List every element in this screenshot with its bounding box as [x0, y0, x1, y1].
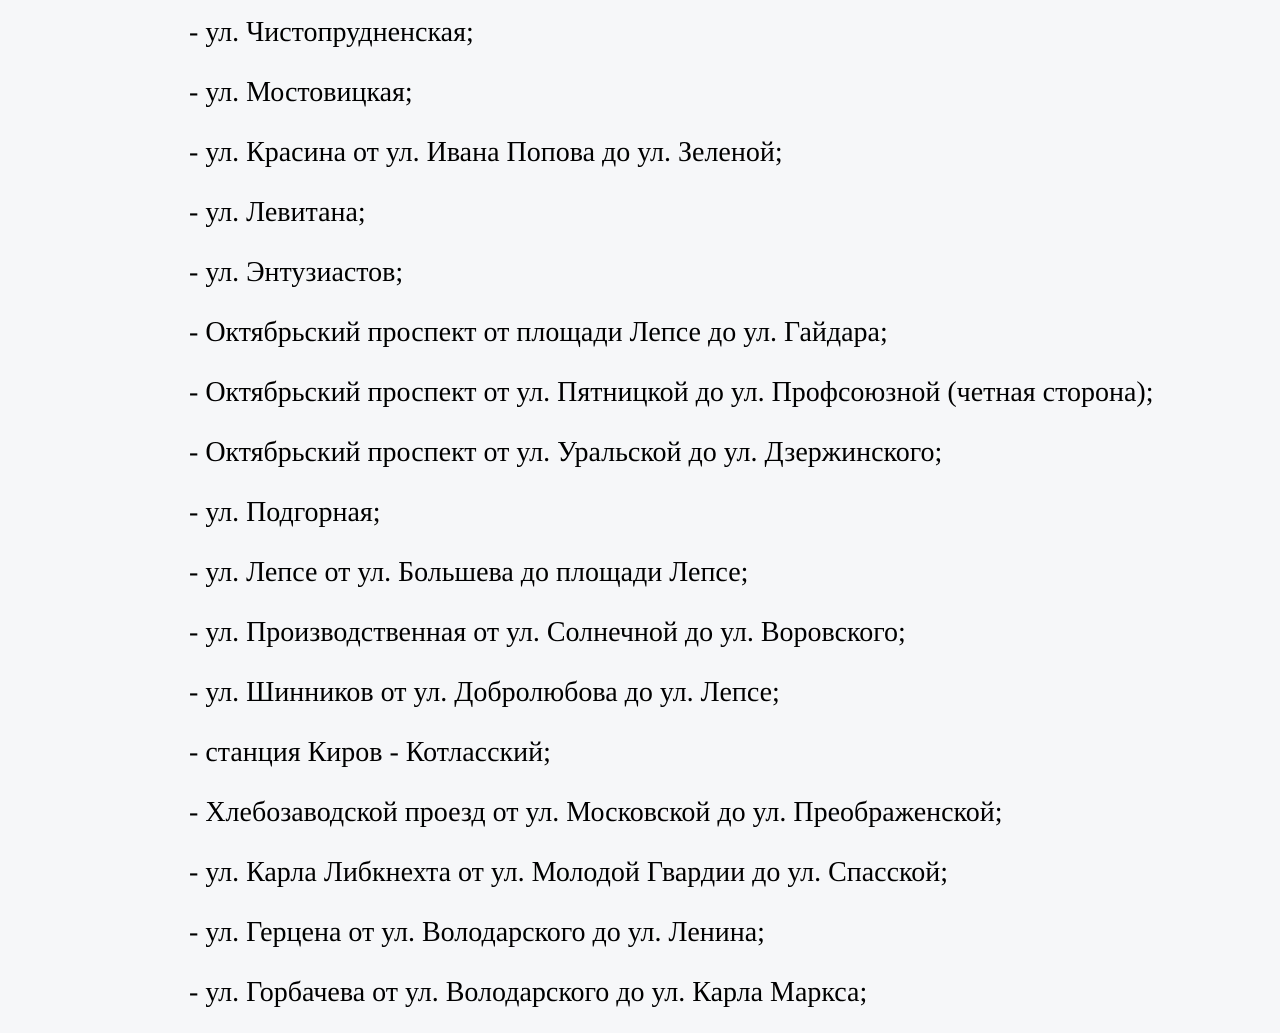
street-list-item: - Хлебозаводской проезд от ул. Московской до ул. Преображенской; [189, 797, 1003, 828]
street-list-item: - ул. Шинников от ул. Добролюбова до ул. Лепсе; [189, 677, 780, 708]
document-body [189, 0, 1280, 1033]
street-list-item: - Октябрьский проспект от площади Лепсе до ул. Гайдара; [189, 317, 888, 348]
street-list-item: - ул. Лепсе от ул. Большева до площади Лепсе; [189, 557, 749, 588]
street-list-item: - ул. Чистопрудненская; [189, 17, 474, 48]
street-list-item: - ул. Мостовицкая; [189, 77, 413, 108]
street-list-item: - ул. Горбачева от ул. Володарского до ул. Карла Маркса; [189, 977, 868, 1008]
street-list-item: - ул. Красина от ул. Ивана Попова до ул. Зеленой; [189, 137, 783, 168]
street-list-item: - станция Киров - Котласский; [189, 737, 551, 768]
street-list-item: - ул. Подгорная; [189, 497, 381, 528]
street-list-item: - ул. Карла Либкнехта от ул. Молодой Гвардии до ул. Спасской; [189, 857, 948, 888]
street-list-item: - ул. Левитана; [189, 197, 366, 228]
street-list-item: - Октябрьский проспект от ул. Уральской до ул. Дзержинского; [189, 437, 943, 468]
street-list-item: - ул. Герцена от ул. Володарского до ул. Ленина; [189, 917, 765, 948]
street-list-item: - ул. Энтузиастов; [189, 257, 404, 288]
street-list-item: - Октябрьский проспект от ул. Пятницкой до ул. Профсоюзной (четная сторона); [189, 377, 1154, 408]
street-list-item: - ул. Производственная от ул. Солнечной до ул. Воровского; [189, 617, 906, 648]
